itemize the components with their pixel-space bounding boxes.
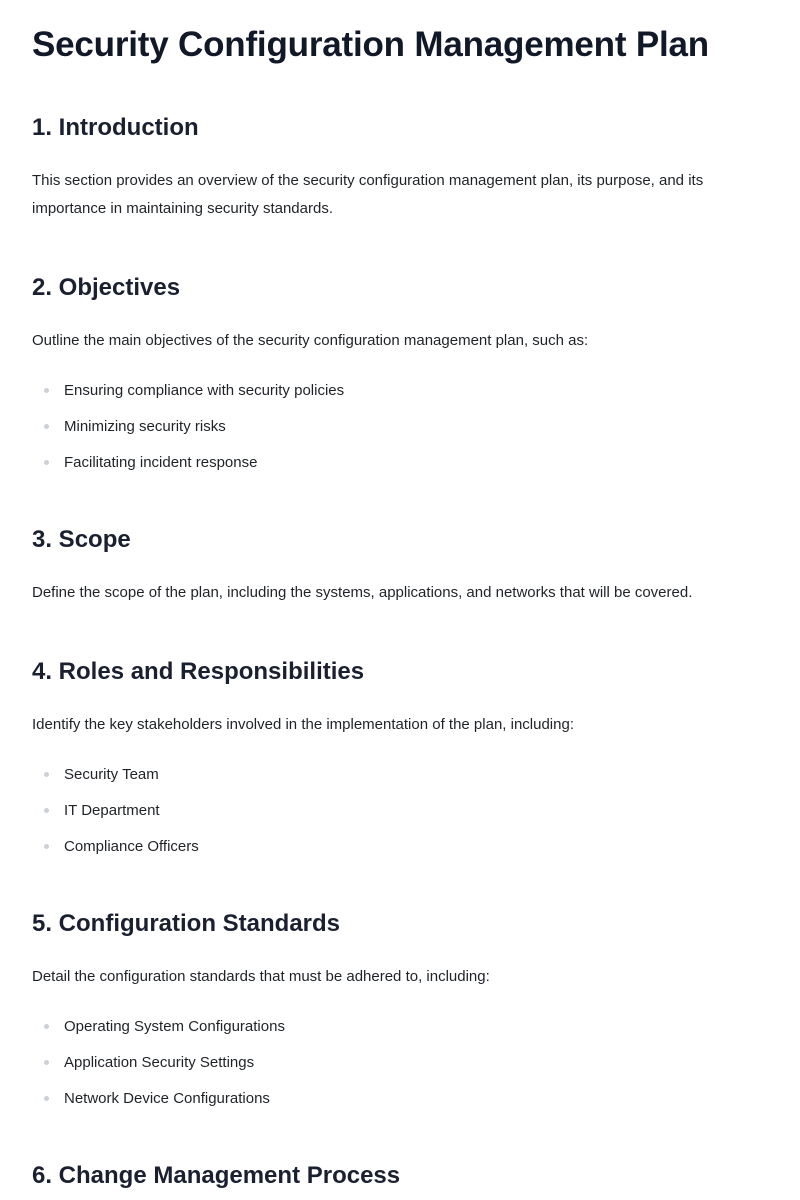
list-item	[32, 409, 772, 445]
bullet-list	[32, 1009, 772, 1117]
section-paragraph: Define the scope of the plan, including the systems, applications, and networks that will be covered.	[32, 584, 693, 601]
list-item-text: Ensuring compliance with security policies	[64, 382, 345, 399]
list-item-text: Minimizing security risks	[64, 418, 226, 435]
list-item	[32, 1081, 772, 1117]
list-item	[32, 793, 772, 829]
bullet-list	[32, 757, 772, 865]
section-heading: 3. Scope	[32, 526, 131, 553]
bullet-icon	[44, 424, 49, 429]
section-roles-responsibilities	[32, 657, 772, 865]
bullet-icon	[44, 1096, 49, 1101]
bullet-list	[32, 373, 772, 481]
section-scope	[32, 525, 772, 607]
list-item-text: Security Team	[64, 766, 159, 783]
section-change-management	[32, 1161, 772, 1191]
bullet-icon	[44, 772, 49, 777]
bullet-icon	[44, 1060, 49, 1065]
section-configuration-standards	[32, 909, 772, 1117]
section-objectives	[32, 273, 772, 481]
section-introduction	[32, 113, 772, 223]
list-item	[32, 1045, 772, 1081]
list-item-text: IT Department	[64, 802, 160, 819]
section-heading: 2. Objectives	[32, 274, 181, 301]
list-item-text: Application Security Settings	[64, 1054, 255, 1071]
bullet-icon	[44, 460, 49, 465]
bullet-icon	[44, 844, 49, 849]
list-item	[32, 445, 772, 481]
section-paragraph: This section provides an overview of the security configuration management plan, its purpose, and its importance in maintaining security standards.	[32, 172, 704, 217]
section-paragraph: Outline the main objectives of the security configuration management plan, such as:	[32, 332, 589, 349]
list-item-text: Network Device Configurations	[64, 1090, 270, 1107]
section-heading: 5. Configuration Standards	[32, 910, 341, 937]
section-paragraph: Identify the key stakeholders involved in the implementation of the plan, including:	[32, 716, 574, 733]
list-item-text: Compliance Officers	[64, 838, 199, 855]
list-item-text: Facilitating incident response	[64, 454, 258, 471]
list-item	[32, 373, 772, 409]
bullet-icon	[44, 808, 49, 813]
section-heading: 1. Introduction	[32, 114, 199, 141]
section-paragraph: Detail the configuration standards that must be adhered to, including:	[32, 968, 490, 985]
list-item	[32, 1009, 772, 1045]
page-title: Security Configuration Management Plan	[32, 25, 709, 64]
section-heading: 6. Change Management Process	[32, 1162, 401, 1189]
list-item	[32, 757, 772, 793]
list-item-text: Operating System Configurations	[64, 1018, 285, 1035]
bullet-icon	[44, 1024, 49, 1029]
section-heading: 4. Roles and Responsibilities	[32, 658, 365, 685]
list-item	[32, 829, 772, 865]
bullet-icon	[44, 388, 49, 393]
